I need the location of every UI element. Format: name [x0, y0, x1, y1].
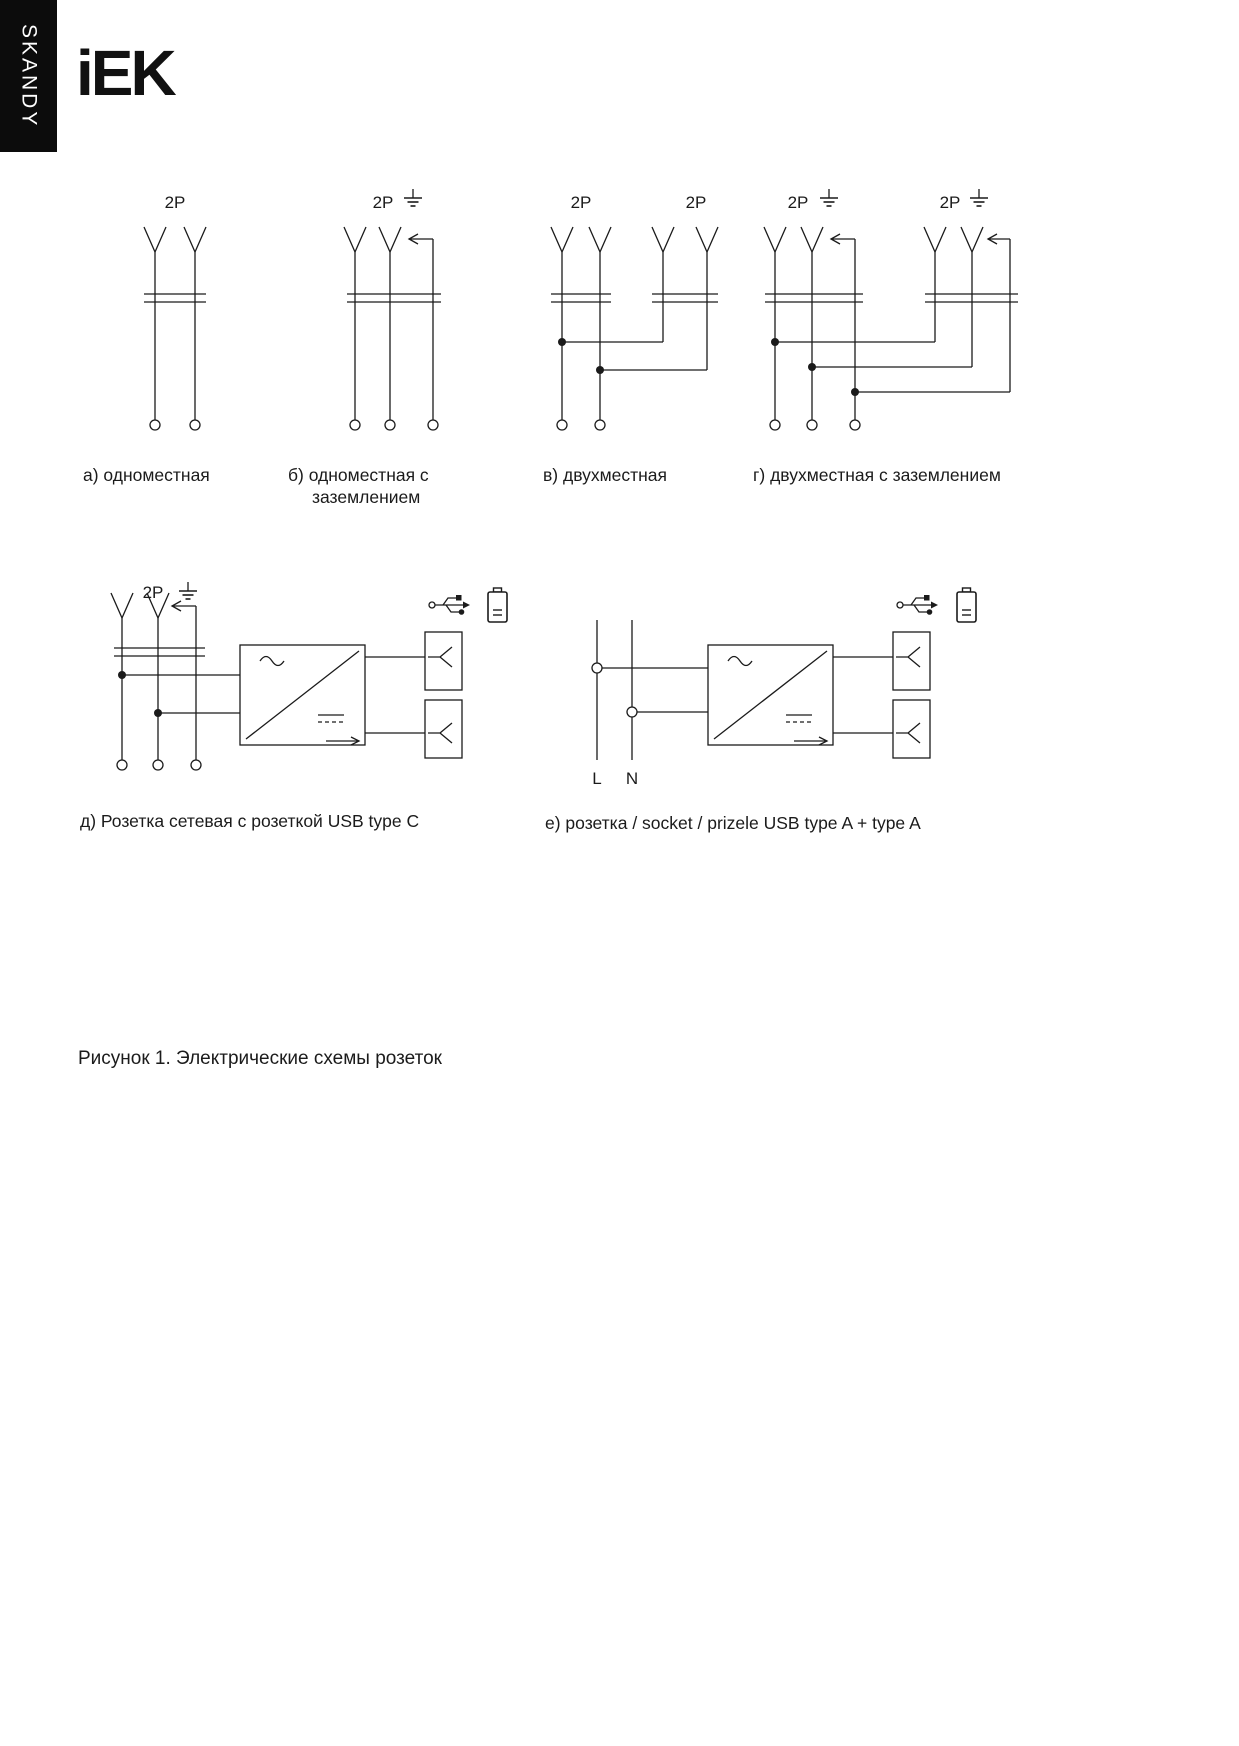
terminal-circle — [428, 420, 438, 430]
diagram-a-caption: а) одноместная — [83, 465, 210, 485]
line-label: L — [592, 769, 602, 788]
socket-fork-icon — [551, 227, 573, 252]
terminal-circle — [557, 420, 567, 430]
junction-dot — [558, 338, 566, 346]
terminal-circle — [153, 760, 163, 770]
socket-fork-icon — [344, 227, 366, 252]
diagram-v-caption: в) двухместная — [543, 465, 668, 485]
series-name: SKANDY — [17, 23, 41, 129]
junction-dot — [808, 363, 816, 371]
pole-label: 2P — [372, 193, 394, 212]
diagram-d-caption: д) Розетка сетевая с розеткой USB type C — [80, 811, 420, 831]
terminal-circle — [627, 707, 637, 717]
junction-dot — [771, 338, 779, 346]
figure-caption: Рисунок 1. Электрические схемы розеток — [78, 1048, 442, 1069]
diagram-b-caption-line1: б) одноместная с — [288, 465, 429, 485]
diagram-b-caption — [288, 464, 429, 508]
junction-dot — [118, 671, 126, 679]
socket-fork-icon — [589, 227, 611, 252]
ground-contact-arrow — [988, 234, 1010, 244]
terminal-circle — [117, 760, 127, 770]
socket-fork-icon — [184, 227, 206, 252]
ground-contact-arrow — [172, 601, 196, 760]
diagram-e-socket-usb-type-a — [540, 578, 1000, 793]
socket-fork-icon — [111, 593, 133, 618]
pole-label: 2P — [939, 193, 961, 212]
pole-label: 2P — [685, 193, 707, 212]
socket-fork-icon — [144, 227, 166, 252]
terminal-circle — [850, 420, 860, 430]
diagram-a-single-socket — [80, 182, 250, 437]
socket-fork-icon — [924, 227, 946, 252]
terminal-circle — [190, 420, 200, 430]
diagram-e-caption: е) розетка / socket / prizele USB type A + type A — [545, 813, 921, 833]
socket-fork-icon — [801, 227, 823, 252]
terminal-circle — [385, 420, 395, 430]
terminal-circle — [350, 420, 360, 430]
socket-fork-icon — [961, 227, 983, 252]
junction-dot — [154, 709, 162, 717]
terminal-circle — [150, 420, 160, 430]
diagram-g-double-socket-grounded — [750, 182, 1035, 437]
pole-label: 2P — [164, 193, 186, 212]
diagram-b-caption-line2: заземлением — [312, 487, 421, 507]
pole-label: 2P — [787, 193, 809, 212]
neutral-label: N — [625, 769, 639, 788]
pole-label: 2P — [570, 193, 592, 212]
terminal-circle — [191, 760, 201, 770]
terminal-circle — [592, 663, 602, 673]
terminal-circle — [770, 420, 780, 430]
series-tab — [0, 0, 57, 152]
iek-logo: iEK — [76, 37, 174, 109]
pole-label: 2P — [142, 583, 164, 602]
junction-dot — [851, 388, 859, 396]
socket-fork-icon — [379, 227, 401, 252]
diagram-g-caption: г) двухместная с заземлением — [753, 465, 1001, 485]
diagram-b-single-socket-grounded — [325, 182, 495, 437]
junction-dot — [596, 366, 604, 374]
diagram-v-double-socket — [535, 182, 750, 437]
socket-fork-icon — [764, 227, 786, 252]
diagram-d-socket-usb-type-c — [75, 578, 535, 793]
socket-fork-icon — [696, 227, 718, 252]
socket-fork-icon — [652, 227, 674, 252]
terminal-circle — [595, 420, 605, 430]
ground-contact-arrow — [831, 234, 855, 244]
ground-contact-arrow — [409, 234, 433, 420]
terminal-circle — [807, 420, 817, 430]
